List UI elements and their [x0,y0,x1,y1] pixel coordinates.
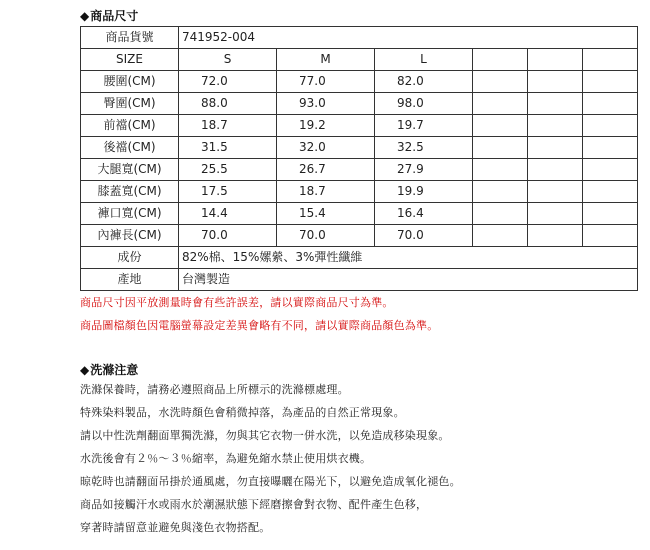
table-row [81,225,638,247]
measure-value: 88.0 [179,93,277,115]
composition-label: 成份 [81,247,179,269]
measure-value: 19.2 [277,115,375,137]
diamond-bullet-icon: ◆ [80,9,90,23]
measure-value: 18.7 [179,115,277,137]
measure-label: 膝蓋寬(CM) [81,181,179,203]
blank-cell [528,225,583,247]
blank-cell [473,93,528,115]
measure-value: 82.0 [375,71,473,93]
measure-value: 16.4 [375,203,473,225]
measure-value: 32.5 [375,137,473,159]
table-row [81,93,638,115]
table-row [81,247,638,269]
blank-cell [528,159,583,181]
measure-label: 後襠(CM) [81,137,179,159]
measure-value: 17.5 [179,181,277,203]
measure-value: 15.4 [277,203,375,225]
blank-cell [528,137,583,159]
measure-value: 93.0 [277,93,375,115]
measure-value: 70.0 [179,225,277,247]
blank-cell [473,225,528,247]
measure-value: 32.0 [277,137,375,159]
size-table [80,26,638,291]
measure-label: 前襠(CM) [81,115,179,137]
size-header-l: L [375,49,473,71]
size-header-m: M [277,49,375,71]
measure-label: 腰圍(CM) [81,71,179,93]
table-row [81,71,638,93]
blank-cell [473,181,528,203]
care-line: 洗滌保養時，請務必遵照商品上所標示的洗滌標處理。 [80,383,349,396]
measure-label: 內褲長(CM) [81,225,179,247]
origin-value: 台灣製造 [179,269,638,291]
size-note: 商品尺寸因平放測量時會有些許誤差，請以實際商品尺寸為準。 [80,296,394,309]
blank-cell [473,49,528,71]
blank-cell [583,49,638,71]
measure-value: 25.5 [179,159,277,181]
table-row [81,269,638,291]
blank-cell [473,159,528,181]
care-line: 水洗後會有２％～３％縮率，為避免縮水禁止使用烘衣機。 [80,452,372,465]
blank-cell [528,203,583,225]
care-section-title: ◆洗滌注意 [80,363,139,377]
size-section-title: ◆商品尺寸 [80,9,139,23]
blank-cell [528,49,583,71]
care-line: 晾乾時也請翻面吊掛於通風處，勿直接曝曬在陽光下，以避免造成氧化褪色。 [80,475,461,488]
blank-cell [473,115,528,137]
origin-label: 產地 [81,269,179,291]
table-row [81,159,638,181]
diamond-bullet-icon: ◆ [80,363,90,377]
measure-label: 褲口寬(CM) [81,203,179,225]
measure-value: 72.0 [179,71,277,93]
table-row [81,181,638,203]
size-header-s: S [179,49,277,71]
measure-value: 19.7 [375,115,473,137]
size-header-label: SIZE [81,49,179,71]
item-number-value: 741952-004 [179,27,638,49]
blank-cell [528,71,583,93]
color-note: 商品圖檔顏色因電腦螢幕設定差異會略有不同，請以實際商品顏色為準。 [80,319,439,332]
measure-value: 98.0 [375,93,473,115]
blank-cell [528,115,583,137]
blank-cell [583,159,638,181]
table-row [81,27,638,49]
blank-cell [583,225,638,247]
table-row [81,137,638,159]
measure-value: 31.5 [179,137,277,159]
item-number-label: 商品貨號 [81,27,179,49]
blank-cell [583,203,638,225]
table-row [81,203,638,225]
measure-value: 14.4 [179,203,277,225]
blank-cell [473,71,528,93]
measure-value: 27.9 [375,159,473,181]
measure-value: 18.7 [277,181,375,203]
measure-value: 19.9 [375,181,473,203]
care-line: 特殊染料製品，水洗時顏色會稍微掉落，為產品的自然正常現象。 [80,406,405,419]
blank-cell [583,137,638,159]
care-line: 商品如接觸汗水或雨水於潮濕狀態下經磨擦會對衣物、配件產生色移， [80,498,428,511]
measure-value: 70.0 [277,225,375,247]
measure-value: 77.0 [277,71,375,93]
blank-cell [583,71,638,93]
blank-cell [583,181,638,203]
composition-value: 82%棉、15%嫘縈、3%彈性纖維 [179,247,638,269]
measure-value: 70.0 [375,225,473,247]
blank-cell [473,203,528,225]
blank-cell [473,137,528,159]
table-row [81,115,638,137]
table-row [81,49,638,71]
measure-label: 臀圍(CM) [81,93,179,115]
care-line: 請以中性洗劑翻面單獨洗滌，勿與其它衣物一併水洗，以免造成移染現象。 [80,429,450,442]
blank-cell [528,93,583,115]
care-line: 穿著時請留意並避免與淺色衣物搭配。 [80,521,271,534]
blank-cell [528,181,583,203]
blank-cell [583,115,638,137]
blank-cell [583,93,638,115]
measure-value: 26.7 [277,159,375,181]
measure-label: 大腿寬(CM) [81,159,179,181]
